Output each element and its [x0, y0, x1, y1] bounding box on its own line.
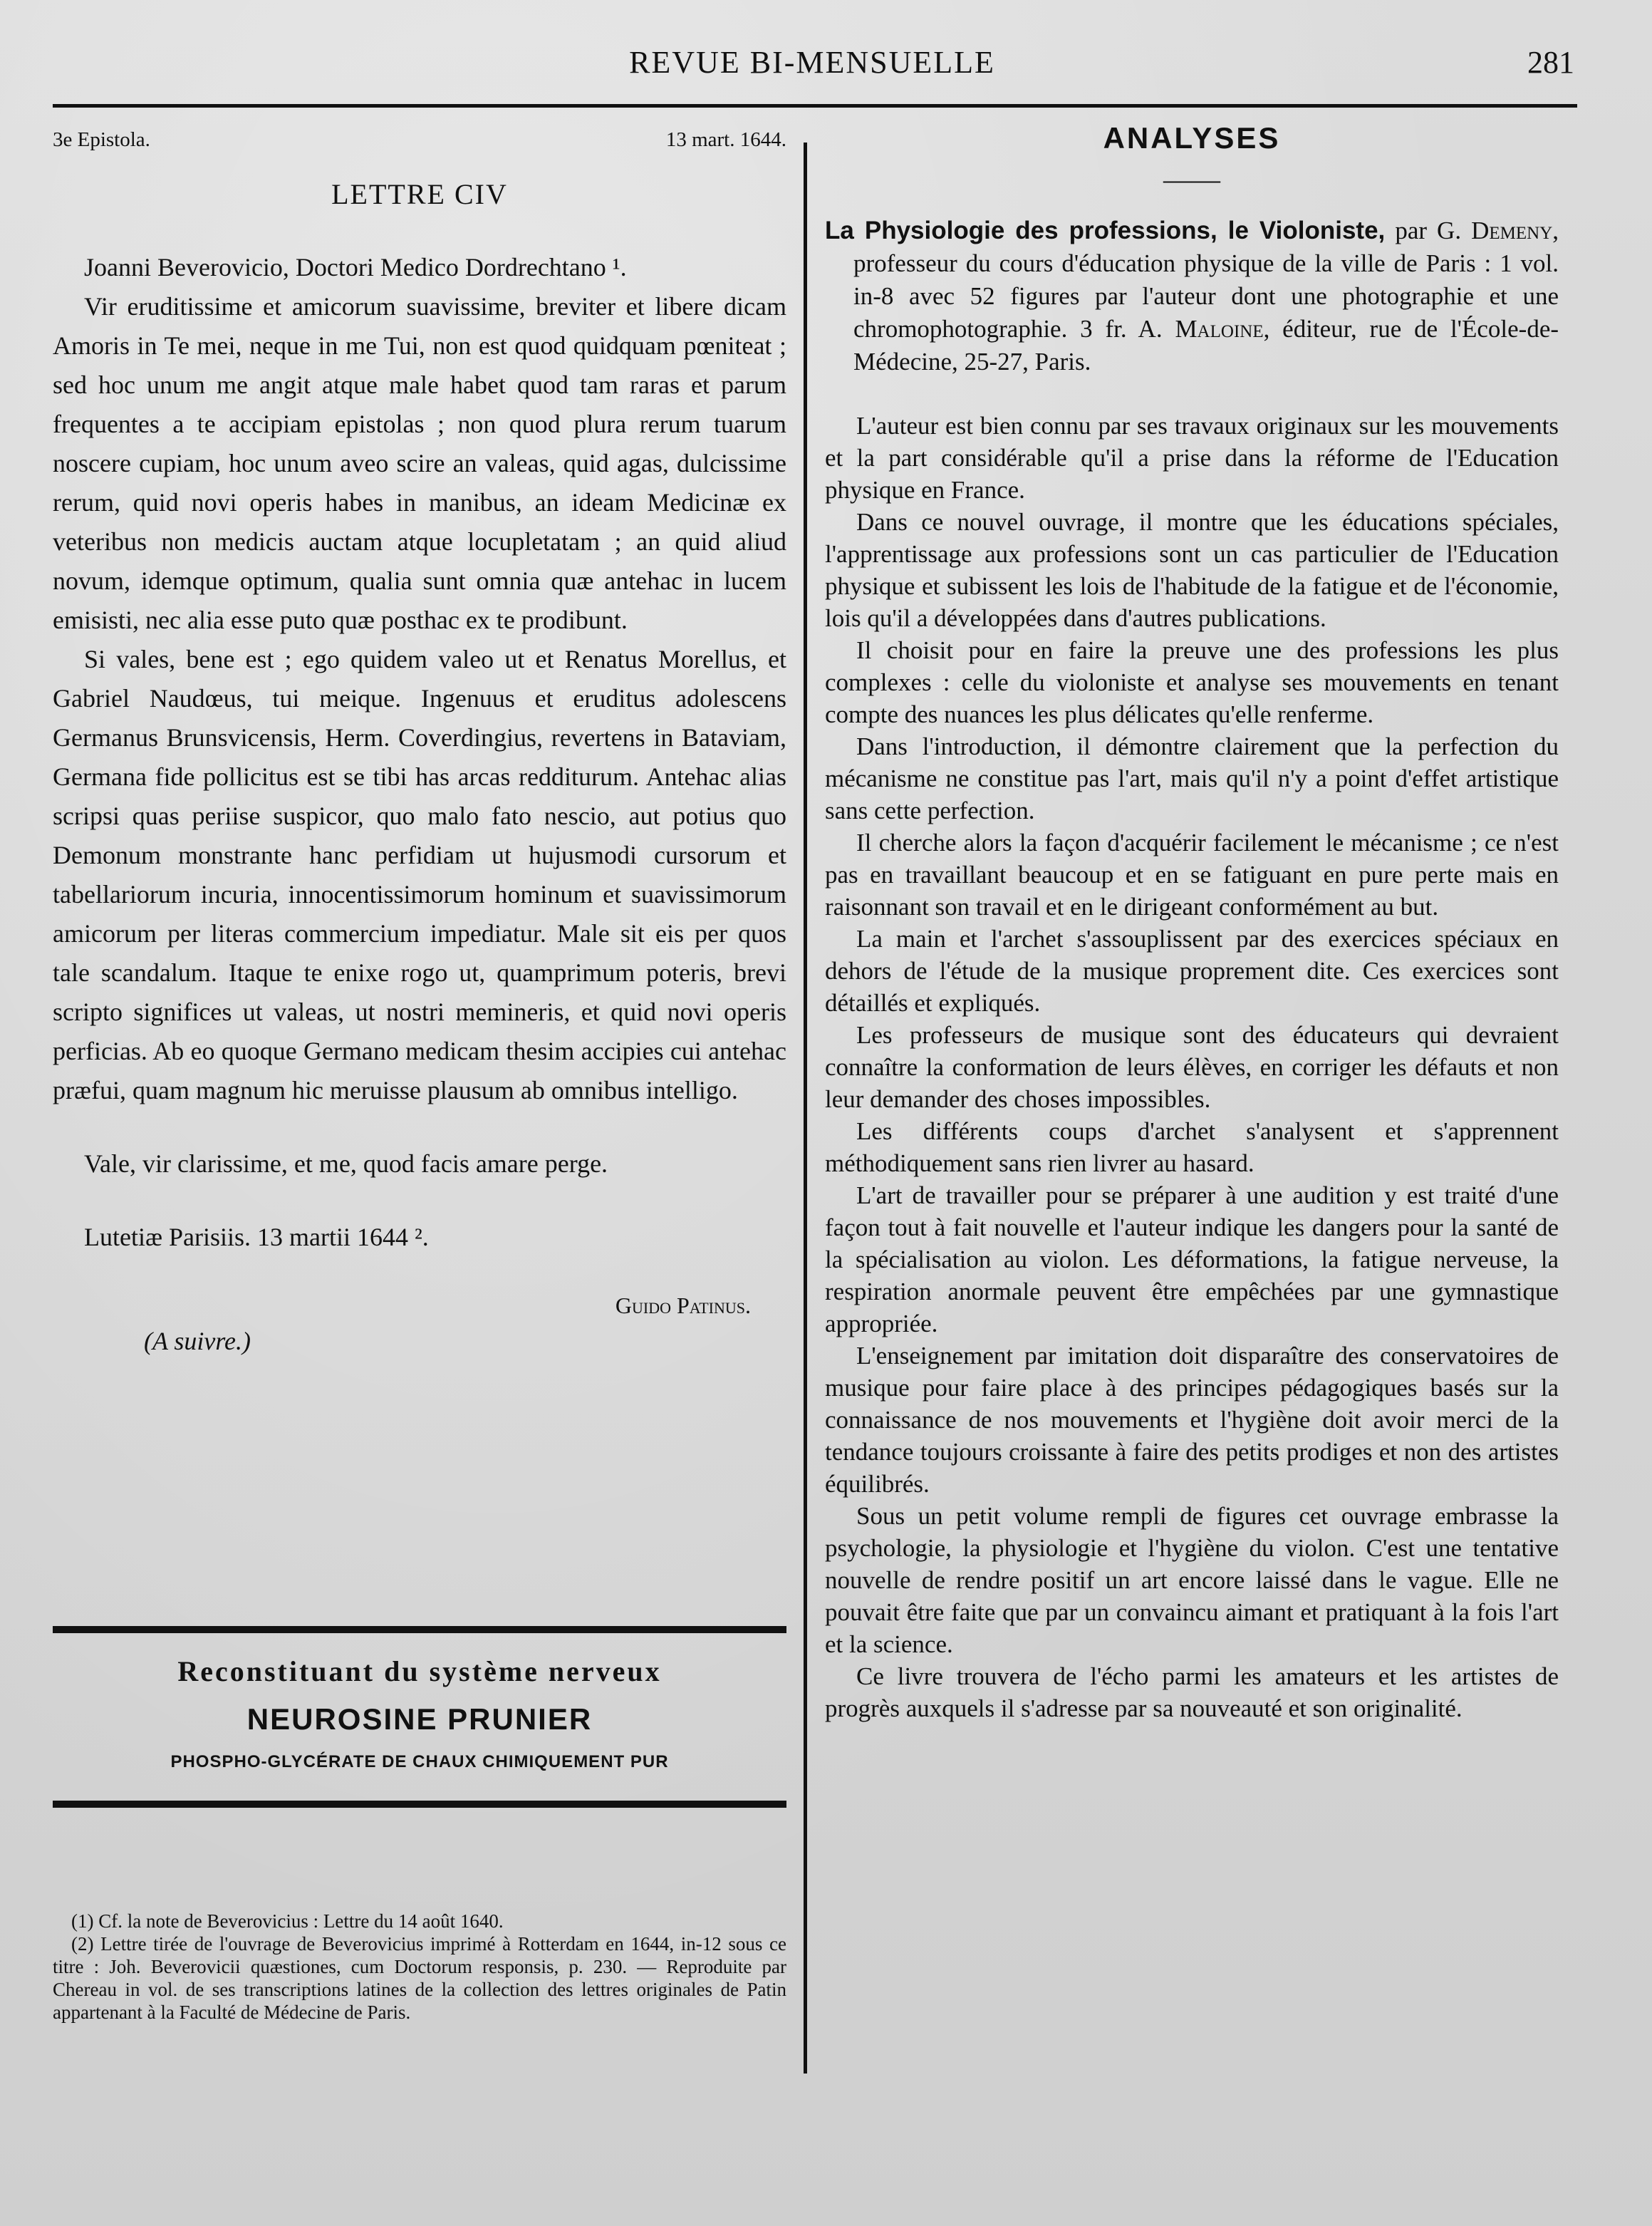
- review-paragraph: La main et l'archet s'assouplissent par des exercices spéciaux en dehors de l'étude de la musique proprement dite. Ces exercices sont détaillés et expliqués.: [825, 925, 1559, 1017]
- journal-title: REVUE BI-MENSUELLE: [629, 45, 995, 80]
- to-be-continued: (A suivre.): [144, 1327, 251, 1355]
- book-title: La Physiologie des professions, le Violoniste,: [825, 217, 1386, 244]
- epistola-label: 3e Epistola.: [53, 128, 150, 151]
- book-publisher: Maloine: [1175, 315, 1264, 343]
- review-paragraph: Dans l'introduction, il démontre clairement que la perfection du mécanisme ne constitue pas l'art, mais qu'il n'y a point d'effet artistique sans cette perfection.: [825, 732, 1559, 824]
- running-header: [50, 44, 1574, 84]
- review-paragraph: L'art de travailler pour se préparer à une audition y est traité d'une façon tout à fait nouvelle et l'auteur indique les dangers pour la santé de la spécialisation au violon. Les déformations, la fatigue nerveuse, la respiration anormale peuvent être empêchées par une gymnastique appropriée.: [825, 1181, 1559, 1337]
- footnotes: [53, 1910, 786, 2024]
- letter-title: LETTRE CIV: [331, 178, 508, 210]
- review-paragraph: Ce livre trouvera de l'écho parmi les amateurs et les artistes de progrès auxquels il s'adresse par sa nouveauté et son originalité.: [825, 1662, 1559, 1722]
- ad-rule-bottom: [53, 1801, 786, 1808]
- left-column: [53, 128, 786, 1356]
- section-dash: ——: [1163, 163, 1220, 195]
- letter-meta: [53, 128, 786, 152]
- letter-place-date: Lutetiæ Parisiis. 13 martii 1644 ².: [84, 1223, 429, 1251]
- book-author: Demeny: [1471, 217, 1553, 244]
- book-publisher-address: , éditeur, rue de l'École-de-Médecine, 25-27, Paris.: [853, 315, 1559, 376]
- book-reference: [825, 214, 1559, 378]
- ad-product-name: NEUROSINE PRUNIER: [246, 1702, 593, 1736]
- letter-address: Joanni Beverovicio, Doctori Medico Dordrechtano ¹.: [84, 253, 627, 281]
- review-paragraph: Il choisit pour en faire la preuve une des professions les plus complexes : celle du violoniste et analyse ses mouvements en tenant compte des nuances les plus délicates qu'elle renferme.: [825, 636, 1559, 728]
- footnote: (1) Cf. la note de Beverovicius : Lettre du 14 août 1640.: [71, 1910, 504, 1932]
- letter-date: 13 mart. 1644.: [665, 128, 786, 151]
- footnote: (2) Lettre tirée de l'ouvrage de Beverovicius imprimé à Rotterdam en 1644, in-12 sous ce titre : Joh. Beverovicii quæstiones, cum Doctorum responsis, p. 230. — Reproduite par Chereau in vol. de ses transcriptions latines de la collection des lettres originales de Patin appartenant à la Faculté de Médecine de Paris.: [53, 1933, 786, 2023]
- book-ref-by: par G.: [1395, 217, 1462, 244]
- column-divider: [804, 143, 807, 2074]
- letter-closing: Vale, vir clarissime, et me, quod facis amare perge.: [84, 1149, 608, 1178]
- review-paragraph: Les différents coups d'archet s'analysent et s'apprennent méthodiquement sans rien livrer au hasard.: [825, 1117, 1559, 1177]
- review-paragraph: Il cherche alors la façon d'acquérir facilement le mécanisme ; ce n'est pas en travaillant beaucoup et en se fatiguant en pure perte mais en raisonnant son travail et en le dirigeant conformément au but.: [825, 829, 1559, 921]
- ad-rule-top: [53, 1626, 786, 1633]
- ad-description: PHOSPHO-GLYCÉRATE DE CHAUX CHIMIQUEMENT PUR: [170, 1752, 669, 1771]
- right-column: [825, 121, 1559, 1724]
- letter-signature: Guido Patinus.: [615, 1293, 751, 1318]
- header-rule: [53, 104, 1577, 108]
- review-paragraph: L'enseignement par imitation doit disparaître des conservatoires de musique pour faire place à des principes pédagogiques basés sur la connaissance de nos mouvements et l'hygiène doit avoir merci de la tendance toujours croissante à faire des petits prodiges et non des artistes équilibrés.: [825, 1342, 1559, 1498]
- section-title: ANALYSES: [1103, 121, 1281, 155]
- review-paragraph: Les professeurs de musique sont des éducateurs qui devraient connaître la conformation de leurs élèves, en corriger les défauts et non leur demander des choses impossibles.: [825, 1021, 1559, 1113]
- review-paragraph: Dans ce nouvel ouvrage, il montre que les éducations spéciales, l'apprentissage aux professions sont un cas particulier de l'Education physique et subissent les lois de l'habitude de la fatigue et de l'économie, lois qu'il a développées dans d'autres publications.: [825, 508, 1559, 632]
- review-paragraph: Sous un petit volume rempli de figures cet ouvrage embrasse la psychologie, la physiologie et l'hygiène du violon. C'est une tentative nouvelle de rendre positif un art encore laissé dans le vague. Elle ne pouvait être faite que par un convaincu aimant et pratiquant à la fois l'art et la science.: [825, 1502, 1559, 1658]
- letter-paragraph: Vir eruditissime et amicorum suavissime, breviter et libere dicam Amoris in Te mei, neque in me Tui, non est quod quidquam pœniteat ; sed hoc unum me angit atque male habet quod tam raras et parum frequentes a te accipiam epistolas ; non quod plura rerum tuarum noscere cupiam, hoc unum aveo scire an valeas, quid agas, dulcissime rerum, quid novi operis habes in manibus, an ideam Medicinæ ex veteribus non medicis auctam atque locupletatam ; an quid aliud novum, idemque optimum, qualia sunt omnia quæ antehac in lucem emisisti, nec alia esse puto quæ posthac ex te prodibunt.: [53, 292, 786, 634]
- review-paragraph: L'auteur est bien connu par ses travaux originaux sur les mouvements et la part considérable qu'il a prise dans la réforme de l'Education physique en France.: [825, 412, 1559, 504]
- book-details: , professeur du cours d'éducation physique de la ville de Paris : 1 vol. in-8 avec 52 figures par l'auteur dont une photographie et une chromophotographie. 3 fr. A.: [853, 217, 1559, 343]
- letter-paragraph: Si vales, bene est ; ego quidem valeo ut et Renatus Morellus, et Gabriel Naudœus, tui meique. Ingenuus et eruditus adolescens Germanus Brunsvicensis, Herm. Coverdingius, revertens in Bataviam, Germana fide pollicitus est se tibi has arcas redditurum. Antehac alias scripsi quas periise suspicor, quo malo fato nescio, aut potius quo Demonum monstrante hanc perfidiam ut hujusmodi cursorum et tabellariorum incuria, innocentissimorum hominum et suavissimorum amicorum per literas commercium impediatur. Male sit eis per quos tale scandalum. Itaque te enixe rogo ut, quamprimum poteris, brevi scripto significes ut valeas, ut nostri memineris, et quid novi operis perficias. Ab eo quoque Germano medicam thesim accipies cui antehac præfui, quam magnum hic meruisse plausum ab omnibus intelligo.: [53, 645, 786, 1104]
- ad-tagline: Reconstituant du système nerveux: [177, 1655, 662, 1687]
- page-number: 281: [1527, 45, 1574, 80]
- advertisement: [53, 1626, 786, 1808]
